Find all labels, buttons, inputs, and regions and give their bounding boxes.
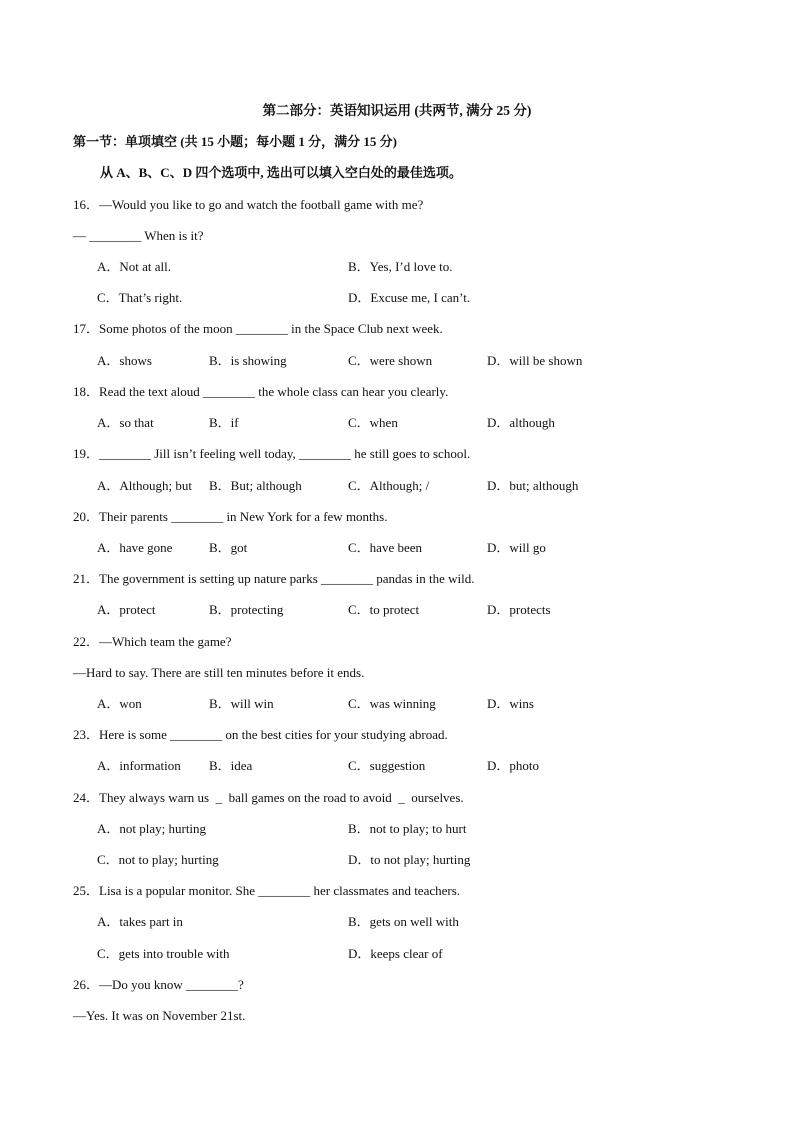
question-16-stem: 16．—Would you like to go and watch the football game with me? [73, 197, 424, 212]
question-19-option-a: A．Although; but [97, 478, 192, 493]
question-20-option-c: C．have been [348, 540, 423, 555]
part-title: 第二部分：英语知识运用 (共两节, 满分 25 分) [262, 103, 532, 118]
question-22-stem: 22．—Which team the game? [73, 634, 232, 649]
question-19-option-b: B．But; although [209, 478, 302, 493]
question-22-option-b: B．will win [209, 696, 274, 711]
question-26-reply: —Yes. It was on November 21st. [73, 1008, 246, 1023]
question-23-stem: 23．Here is some ________ on the best cities for your studying abroad. [73, 727, 448, 742]
question-19-stem: 19．________ Jill isn’t feeling well today, ________ he still goes to school. [73, 446, 471, 461]
question-20-option-d: D．will go [487, 540, 546, 555]
question-23-option-c: C．suggestion [348, 758, 426, 773]
question-19-option-d: D．but; although [487, 478, 579, 493]
question-22-reply: —Hard to say. There are still ten minutes before it ends. [73, 665, 365, 680]
question-21-option-c: C．to protect [348, 602, 420, 617]
question-25-option-c: C．gets into trouble with [97, 946, 230, 961]
question-24-option-a: A．not play; hurting [97, 821, 207, 836]
question-20-option-a: A．have gone [97, 540, 173, 555]
question-25-option-a: A．takes part in [97, 914, 183, 929]
question-22-option-c: C．was winning [348, 696, 436, 711]
question-17-option-c: C．were shown [348, 353, 433, 368]
question-18-option-d: D．although [487, 415, 555, 430]
section-title: 第一节：单项填空 (共 15 小题；每小题 1 分，满分 15 分) [73, 134, 397, 149]
question-16-option-c: C．That’s right. [97, 290, 183, 305]
question-24-option-c: C．not to play; hurting [97, 852, 219, 867]
question-16-reply: — ________ When is it? [73, 228, 204, 243]
question-17-option-d: D．will be shown [487, 353, 583, 368]
question-17-stem: 17．Some photos of the moon ________ in the Space Club next week. [73, 321, 443, 336]
question-23-option-a: A．information [97, 758, 181, 773]
question-16-option-a: A．Not at all. [97, 259, 172, 274]
question-25-stem: 25．Lisa is a popular monitor. She ________ her classmates and teachers. [73, 883, 461, 898]
question-20-stem: 20．Their parents ________ in New York for a few months. [73, 509, 388, 524]
question-24-stem: 24．They always warn us _ ball games on the road to avoid _ ourselves. [73, 790, 464, 805]
question-23-option-d: D．photo [487, 758, 540, 773]
question-21-option-b: B．protecting [209, 602, 284, 617]
question-19-option-c: C．Although; / [348, 478, 430, 493]
question-25-option-b: B．gets on well with [348, 914, 459, 929]
question-18-option-c: C．when [348, 415, 398, 430]
question-18-option-a: A．so that [97, 415, 154, 430]
question-18-option-b: B．if [209, 415, 239, 430]
question-26-stem: 26．—Do you know ________? [73, 977, 244, 992]
question-16-option-b: B．Yes, I’d love to. [348, 259, 453, 274]
question-21-stem: 21．The government is setting up nature parks ________ pandas in the wild. [73, 571, 475, 586]
instruction: 从 A、B、C、D 四个选项中, 选出可以填入空白处的最佳选项。 [100, 165, 462, 180]
question-17-option-a: A．shows [97, 353, 152, 368]
question-21-option-d: D．protects [487, 602, 551, 617]
question-20-option-b: B．got [209, 540, 248, 555]
question-22-option-d: D．wins [487, 696, 534, 711]
question-21-option-a: A．protect [97, 602, 156, 617]
question-22-option-a: A．won [97, 696, 142, 711]
question-17-option-b: B．is showing [209, 353, 287, 368]
question-24-option-d: D．to not play; hurting [348, 852, 471, 867]
question-18-stem: 18．Read the text aloud ________ the whole class can hear you clearly. [73, 384, 449, 399]
question-23-option-b: B．idea [209, 758, 253, 773]
question-25-option-d: D．keeps clear of [348, 946, 443, 961]
question-24-option-b: B．not to play; to hurt [348, 821, 467, 836]
question-16-option-d: D．Excuse me, I can’t. [348, 290, 471, 305]
